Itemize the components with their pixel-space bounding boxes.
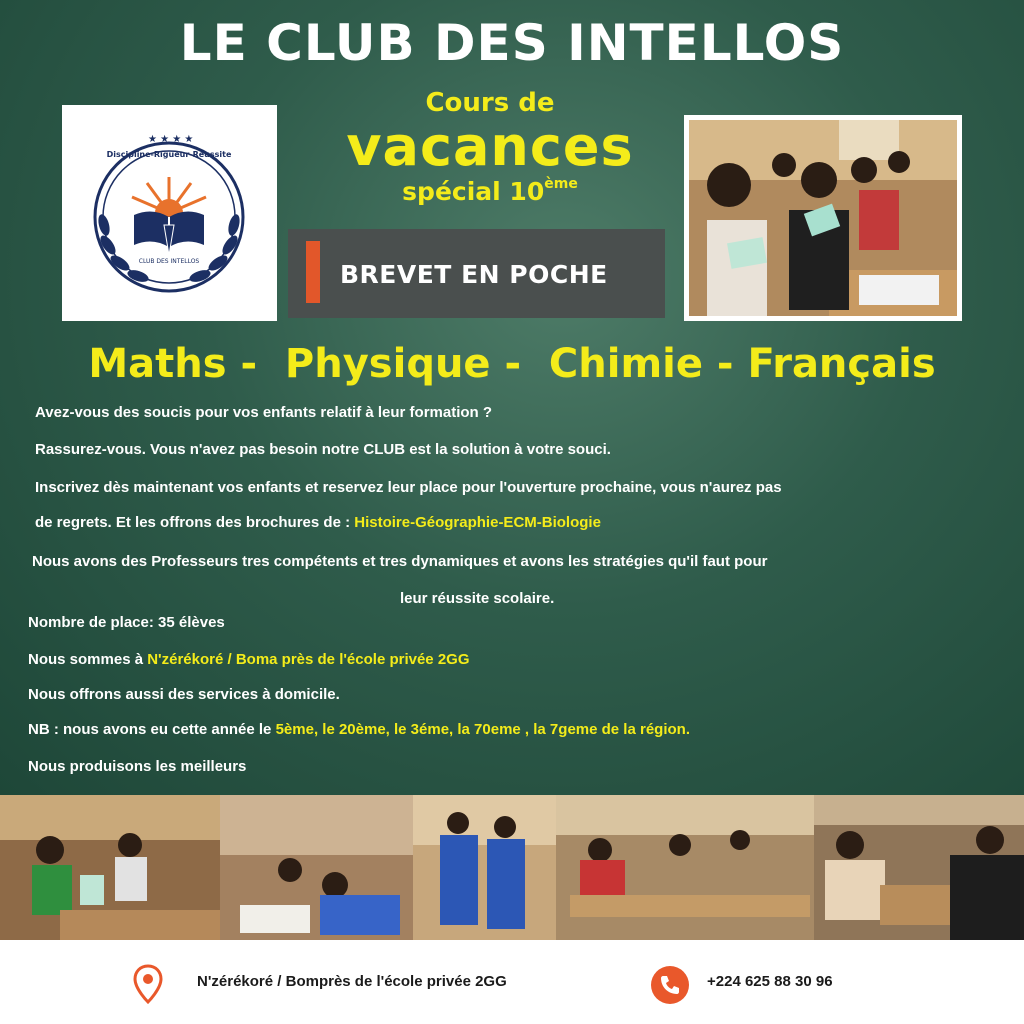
reassure-text: Rassurez-vous. Vous n'avez pas besoin notre CLUB est la solution à votre souci. [35,441,611,458]
brevet-banner [288,229,665,318]
strip-photo-3 [413,795,556,940]
svg-text:★ ★ ★ ★: ★ ★ ★ ★ [148,134,194,145]
club-logo [62,105,277,321]
footer-phone: +224 625 88 30 96 [707,973,833,990]
classroom-photo [684,115,962,321]
strip-photo-1 [0,795,220,940]
svg-text:Discipline-Rigueur-Réussite: Discipline-Rigueur-Réussite [106,150,232,159]
question-text: Avez-vous des soucis pour vos enfants relatif à leur formation ? [35,404,493,421]
results-highlight: 5ème, le 20ème, le 3éme, la 70eme , la 7geme de la région. [275,721,690,738]
places-text: Nombre de place: 35 élèves [28,614,225,631]
subjects-list: Maths - Physique - Chimie - Français [88,341,936,387]
best-text: Nous produisons les meilleurs [28,758,247,775]
teachers-text: Nous avons des Professeurs tres compétents et tres dynamiques et avons les stratégies qu'il faut pour [32,553,768,570]
results-text: NB : nous avons eu cette année le 5ème, le 20ème, le 3éme, la 70eme , la 7geme de la région. [28,721,690,738]
brochures-subjects: Histoire-Géographie-ECM-Biologie [354,514,601,531]
cours-de-label: Cours de [425,88,555,118]
map-pin-icon [133,964,163,1008]
photo-strip [0,795,1024,940]
strip-photo-4 [556,795,814,940]
brochures-text: de regrets. Et les offrons des brochures de : Histoire-Géographie-ECM-Biologie [35,514,601,531]
phone-icon [650,965,690,1009]
footer-address: N'zérékoré / Bomprès de l'école privée 2GG [197,973,507,990]
home-service-text: Nous offrons aussi des services à domicile. [28,686,340,703]
page-title: LE CLUB DES INTELLOS [179,14,845,72]
contact-footer [0,940,1024,1024]
vacances-heading: vacances [346,115,634,178]
success-text: leur réussite scolaire. [400,590,555,607]
accent-bar [306,241,320,303]
strip-photo-2 [220,795,413,940]
svg-text:CLUB DES INTELLOS: CLUB DES INTELLOS [138,258,200,265]
location-text: Nous sommes à N'zérékoré / Boma près de l'école privée 2GG [28,651,470,668]
brevet-label: BREVET EN POCHE [340,260,608,289]
special-label: spécial 10ème [402,176,578,206]
location-highlight: N'zérékoré / Boma près de l'école privée 2GG [147,651,470,668]
enroll-text: Inscrivez dès maintenant vos enfants et reservez leur place pour l'ouverture prochaine, vous n'aurez pas [35,479,782,496]
strip-photo-5 [814,795,1024,940]
